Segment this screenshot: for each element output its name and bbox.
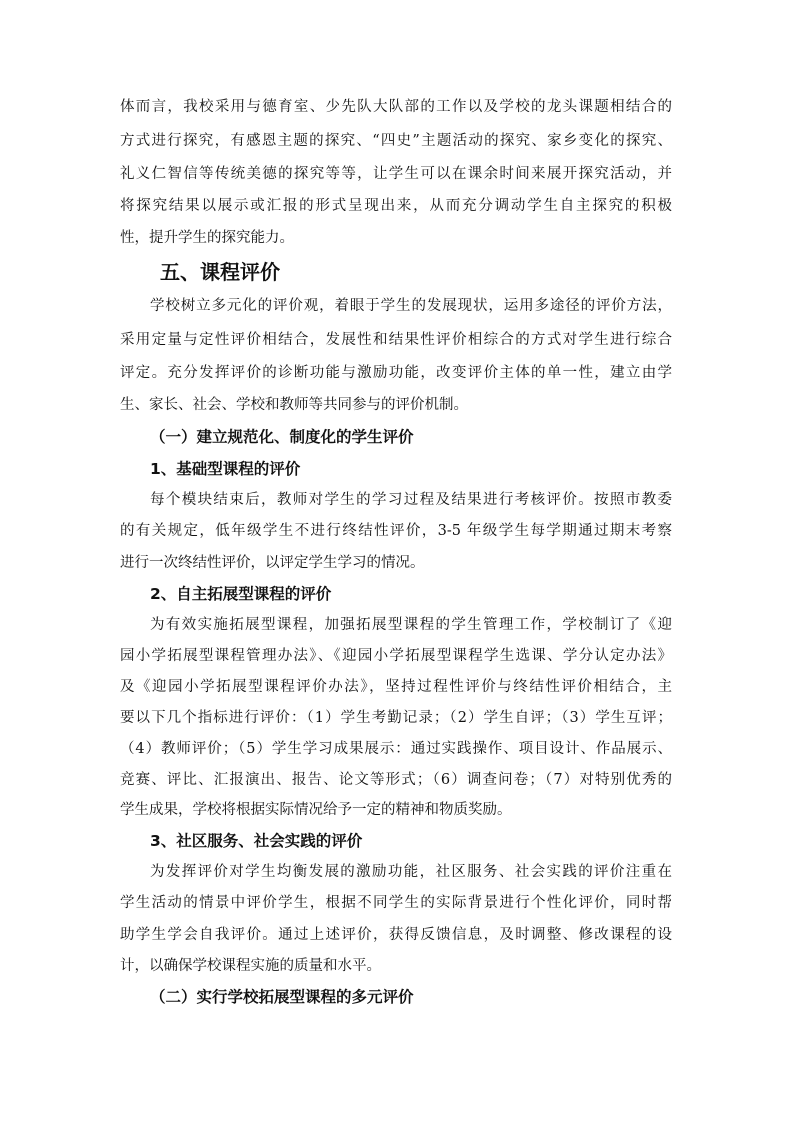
paragraph-line: 进行一次终结性评价，以评定学生学习的情况。 xyxy=(120,555,425,571)
paragraph-line: 计，以确保学校课程实施的质量和水平。 xyxy=(120,958,381,974)
paragraph-line: 方式进行探究，有感恩主题的探究、“四史”主题活动的探究、家乡变化的探究、 xyxy=(120,133,672,149)
item-heading: 1、基础型课程的评价 xyxy=(150,460,301,478)
paragraph-line: 评定。充分发挥评价的诊断功能与激励功能，改变评价主体的单一性，建立由学 xyxy=(120,365,672,381)
paragraph-line: 学生成果，学校将根据实际情况给予一定的精神和物质奖励。 xyxy=(120,802,512,818)
paragraph-line: 要以下几个指标进行评价：（1）学生考勤记录；（2）学生自评；（3）学生互评； xyxy=(120,710,672,726)
paragraph-line: 体而言，我校采用与德育室、少先队大队部的工作以及学校的龙头课题相结合的 xyxy=(120,99,672,115)
paragraph-line: 采用定量与定性评价相结合，发展性和结果性评价相综合的方式对学生进行综合 xyxy=(120,332,672,348)
paragraph-line: 学生活动的情景中评价学生，根据不同学生的实际背景进行个性化评价，同时帮 xyxy=(120,895,672,911)
paragraph-line: 将探究结果以展示或汇报的形式呈现出来，从而充分调动学生自主探究的积极 xyxy=(120,198,672,214)
paragraph-line: 助学生学会自我评价。通过上述评价，获得反馈信息，及时调整、修改课程的设 xyxy=(120,927,672,943)
subsection-heading: （一）建立规范化、制度化的学生评价 xyxy=(150,428,414,446)
paragraph-line: 学校树立多元化的评价观，着眼于学生的发展现状，运用多途径的评价方法， xyxy=(150,298,672,314)
item-heading: 2、自主拓展型课程的评价 xyxy=(150,585,332,603)
paragraph-line: 及《迎园小学拓展型课程评价办法》，坚持过程性评价与终结性评价相结合，主 xyxy=(120,679,672,695)
paragraph-line: 每个模块结束后，教师对学生的学习过程及结果进行考核评价。按照市教委 xyxy=(150,492,672,508)
item-heading: 3、社区服务、社会实践的评价 xyxy=(150,832,363,850)
paragraph-line: 性，提升学生的探究能力。 xyxy=(120,230,294,246)
paragraph-line: 为发挥评价对学生均衡发展的激励功能，社区服务、社会实践的评价注重在 xyxy=(150,864,672,880)
paragraph-line: （4）教师评价；（5）学生学习成果展示：通过实践操作、项目设计、作品展示、 xyxy=(120,741,672,757)
subsection-heading: （二）实行学校拓展型课程的多元评价 xyxy=(150,988,414,1006)
section-heading: 五、课程评价 xyxy=(160,260,280,284)
paragraph-line: 礼义仁智信等传统美德的探究等等，让学生可以在课余时间来展开探究活动，并 xyxy=(120,166,672,182)
paragraph-line: 生、家长、社会、学校和教师等共同参与的评价机制。 xyxy=(120,397,468,413)
paragraph-line: 竞赛、评比、汇报演出、报告、论文等形式；（6）调查问卷；（7）对特别优秀的 xyxy=(120,772,672,788)
paragraph-line: 园小学拓展型课程管理办法》、《迎园小学拓展型课程学生选课、学分认定办法》 xyxy=(120,648,672,664)
paragraph-line: 的有关规定，低年级学生不进行终结性评价，3-5 年级学生每学期通过期末考察 xyxy=(120,523,672,539)
paragraph-line: 为有效实施拓展型课程，加强拓展型课程的学生管理工作，学校制订了《迎 xyxy=(150,617,672,633)
